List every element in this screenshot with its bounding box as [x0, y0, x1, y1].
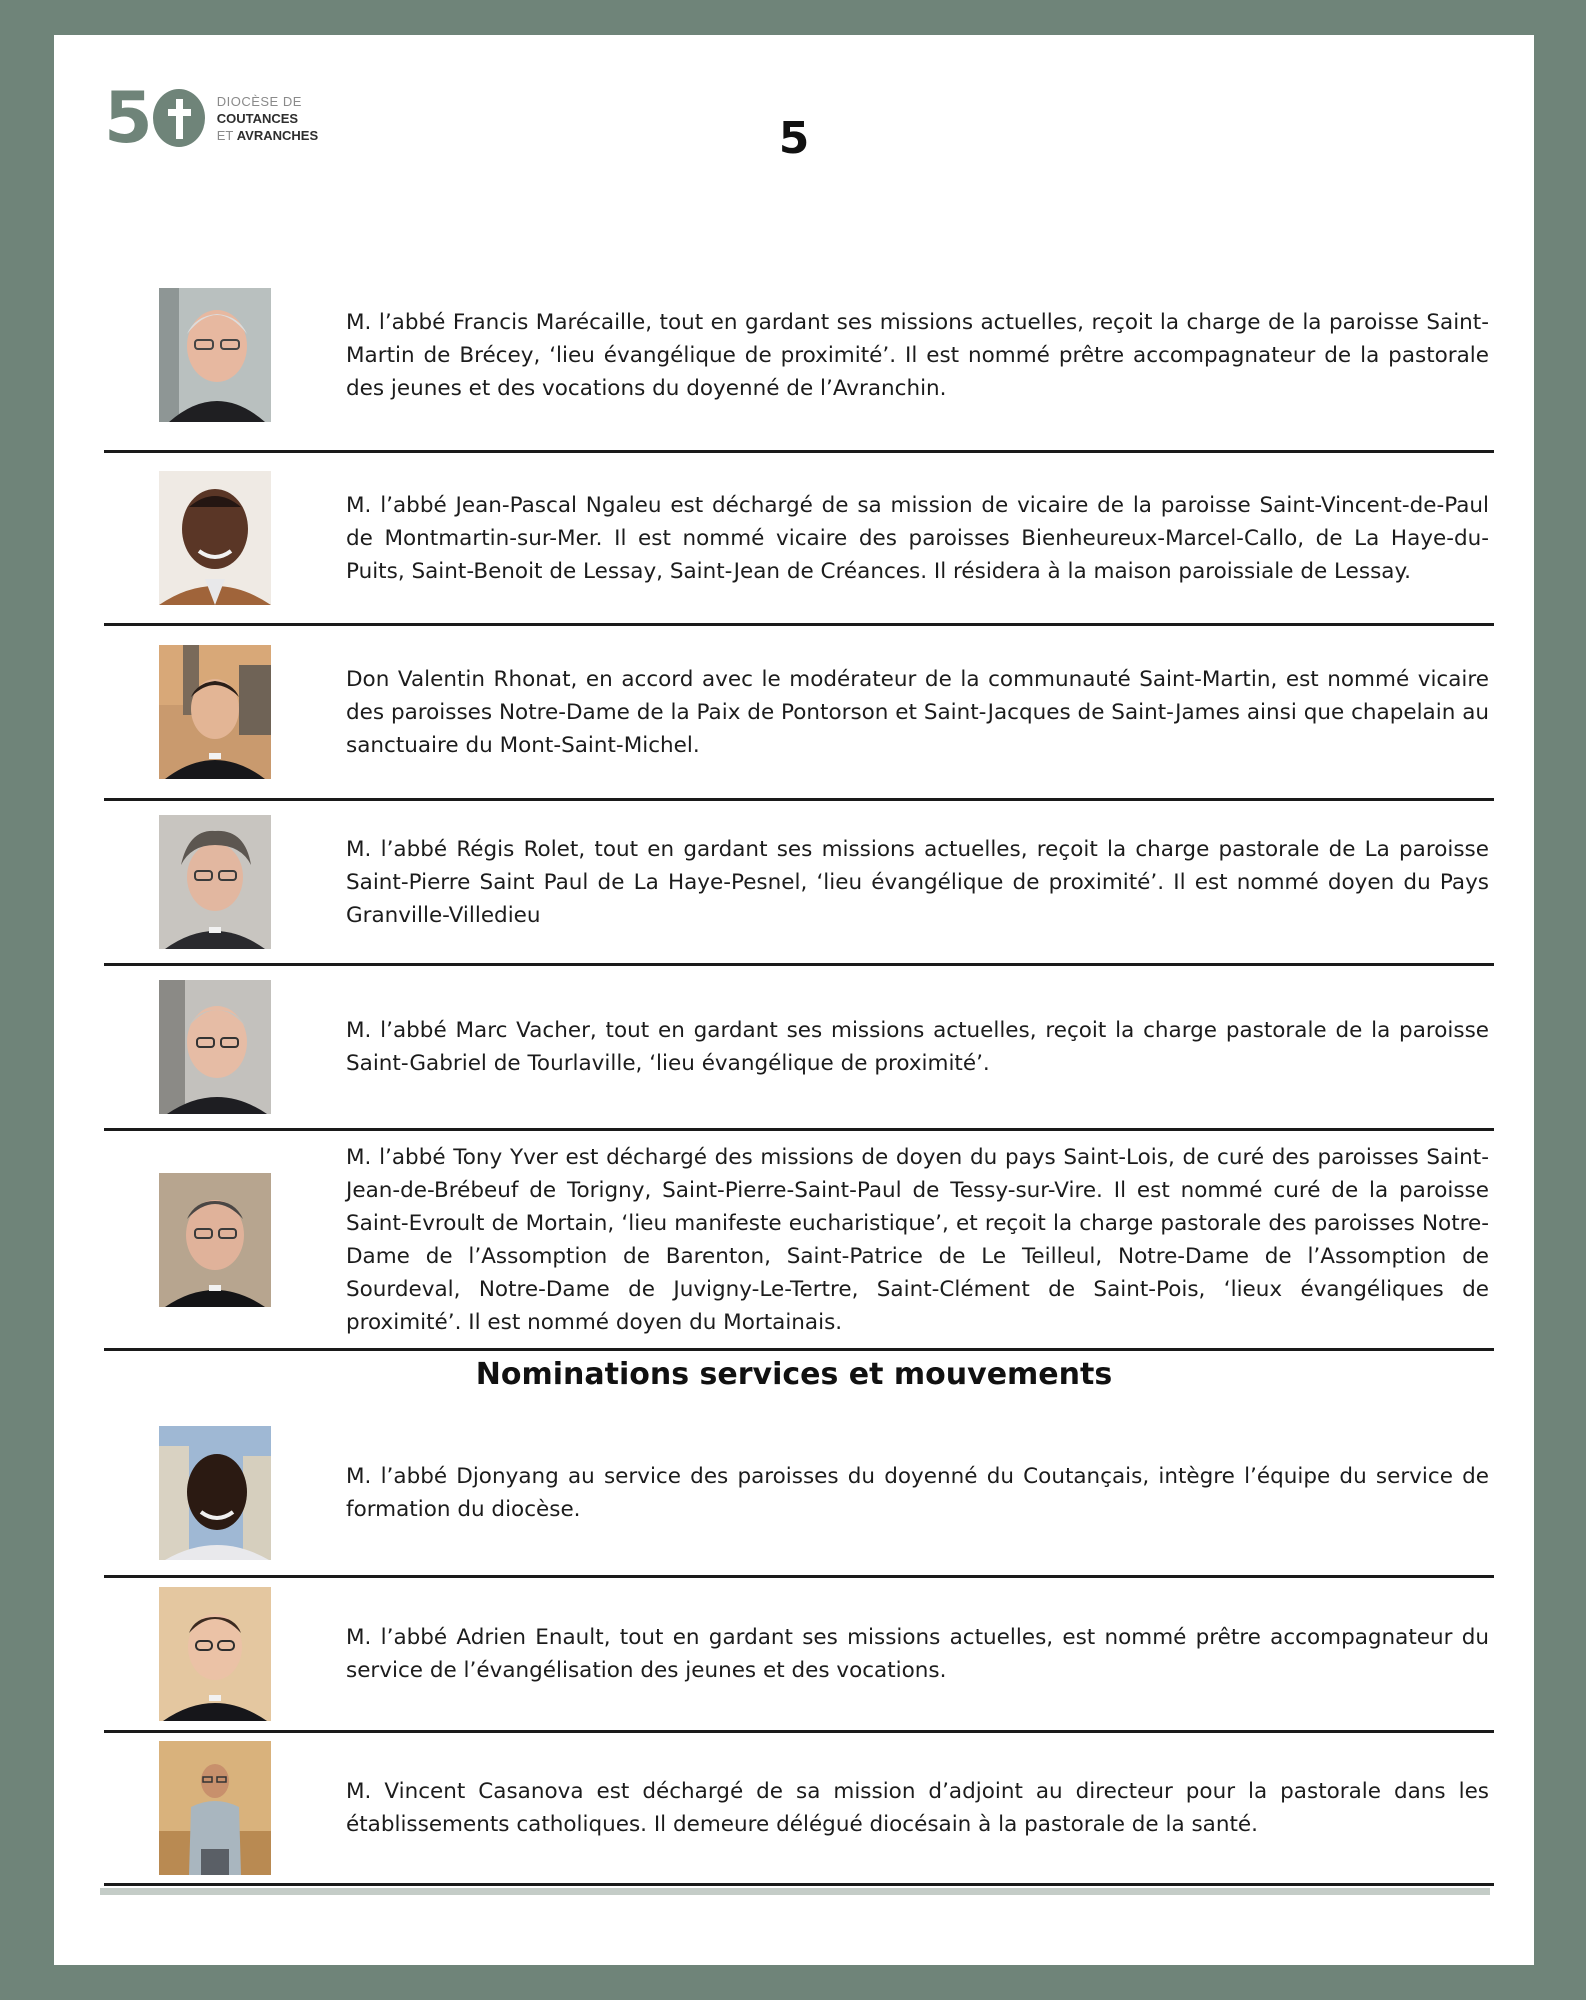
section-title: Nominations services et mouvements	[475, 1357, 1113, 1392]
portrait-photo	[159, 1587, 271, 1721]
service-text: M. l’abbé Djonyang au service des paroisses du doyenné du Coutançais, intègre l’équipe du service de formation du diocèse.	[346, 1463, 1489, 1522]
portrait-photo	[159, 471, 271, 605]
portrait-photo	[159, 1741, 271, 1875]
nomination-entry	[104, 966, 1494, 1131]
portrait-photo	[159, 288, 271, 422]
service-text: M. l’abbé Adrien Enault, tout en gardant ses missions actuelles, est nommé prêtre accompagnateur du service de l’évangélisation des jeunes et des vocations.	[346, 1625, 1489, 1683]
logo-number: 5	[104, 77, 149, 159]
page-number: 5	[778, 113, 810, 164]
page	[54, 35, 1534, 1965]
service-text: M. Vincent Casanova est déchargé de sa mission d’adjoint au directeur pour la pastorale dans les établissements catholiques. Il demeure délégué diocésain à la pastorale de la santé.	[346, 1779, 1489, 1837]
nomination-entry	[104, 1131, 1494, 1351]
logo-line3-bold: AVRANCHES	[236, 127, 319, 143]
portrait-photo	[159, 1173, 271, 1307]
nomination-text: Don Valentin Rhonat, en accord avec le modérateur de la communauté Saint-Martin, est nommé vicaire des paroisses Notre-Dame de la Paix de Pontorson et Saint-Jacques de Saint-James ainsi que chapelain au sanctuaire du Mont-Saint-Michel.	[346, 666, 1489, 758]
service-entry	[104, 1410, 1494, 1578]
service-entry	[104, 1733, 1494, 1886]
nomination-text: M. l’abbé Régis Rolet, tout en gardant ses missions actuelles, reçoit la charge pastorale de La paroisse Saint-Pierre Saint Paul de La Haye-Pesnel, ‘lieu évangélique de proximité’. Il est nommé doyen du Pays Granville-Villedieu	[346, 836, 1489, 928]
nomination-text: M. l’abbé Francis Marécaille, tout en gardant ses missions actuelles, reçoit la charge de la paroisse Saint-Martin de Brécey, ‘lieu évangélique de proximité’. Il est nommé prêtre accompagnateur de la pastorale des jeunes et des vocations du doyenné de l’Avranchin.	[346, 309, 1489, 401]
portrait-photo	[159, 1426, 271, 1560]
logo-line3-prefix: ET	[216, 127, 234, 143]
portrait-photo	[159, 815, 271, 949]
logo-line2: COUTANCES	[216, 110, 299, 126]
nomination-text: M. l’abbé Jean-Pascal Ngaleu est déchargé de sa mission de vicaire de la paroisse Saint-Vincent-de-Paul de Montmartin-sur-Mer. Il est nommé vicaire des paroisses Bienheureux-Marcel-Callo, de La Haye-du-Puits, Saint-Benoit de Lessay, Saint-Jean de Créances. Il résidera à la maison paroissiale de Lessay.	[346, 492, 1489, 584]
nomination-entry	[104, 801, 1494, 966]
portrait-photo	[159, 645, 271, 779]
portrait-photo	[159, 980, 271, 1114]
nomination-text: M. l’abbé Marc Vacher, tout en gardant ses missions actuelles, reçoit la charge pastorale de la paroisse Saint-Gabriel de Tourlaville, ‘lieu évangélique de proximité’.	[346, 1018, 1489, 1076]
logo-line1: DIOCÈSE DE	[216, 93, 302, 109]
nomination-text: M. l’abbé Tony Yver est déchargé des missions de doyen du pays Saint-Lois, de curé des paroisses Saint-Jean-de-Brébeuf de Torigny, Saint-Pierre-Saint-Paul de Tessy-sur-Vire. Il est nommé curé de la paroisse Saint-Evroult de Mortain, ‘lieu manifeste eucharistique’, et reçoit la charge pastorale des paroisses Notre-Dame de l’Assomption de Barenton, Saint-Patrice de Le Teilleul, Notre-Dame de l’Assomption de Sourdeval, Notre-Dame de Juvigny-Le-Tertre, Saint-Clément de Saint-Pois, ‘lieux évangéliques de proximité’. Il est nommé doyen du Mortainais.	[346, 1144, 1489, 1335]
footer-bar	[100, 1888, 1490, 1895]
nomination-entry	[104, 626, 1494, 801]
nomination-entry	[104, 260, 1494, 453]
nomination-entry	[104, 453, 1494, 626]
service-entry	[104, 1578, 1494, 1733]
